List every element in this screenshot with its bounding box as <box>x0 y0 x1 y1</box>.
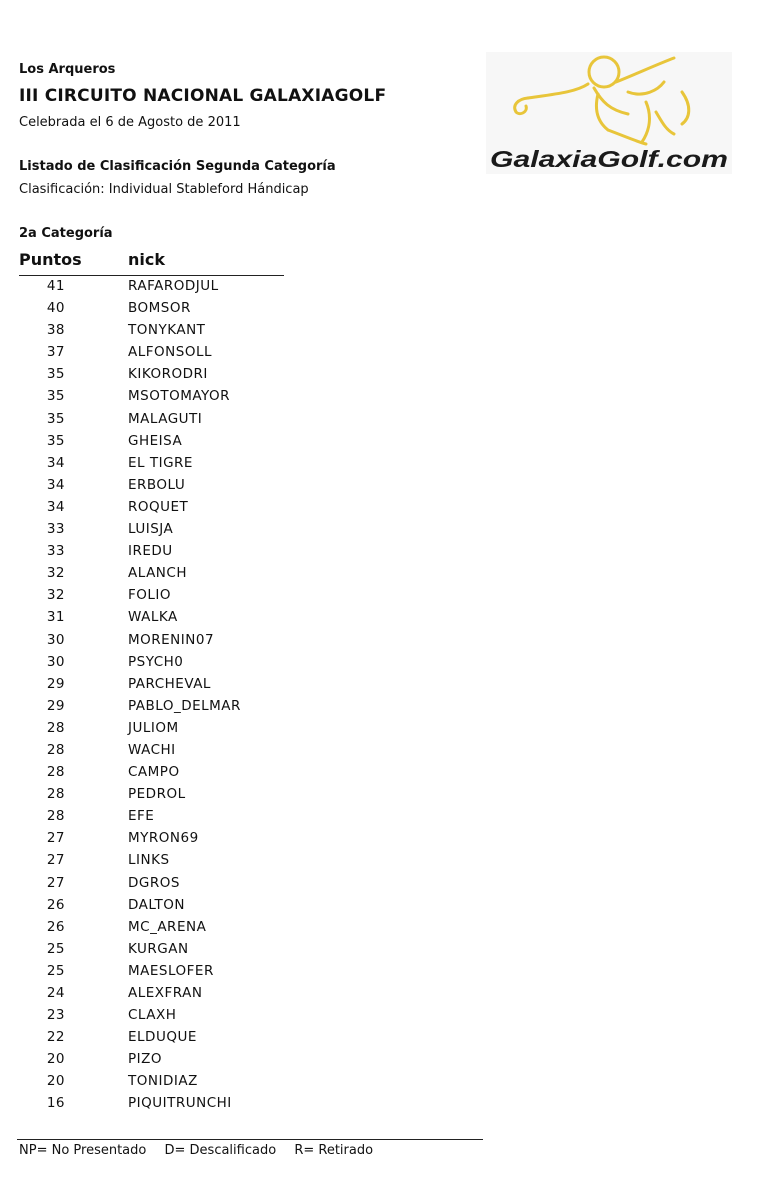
table-row <box>19 982 319 1004</box>
row-points: 33 <box>46 521 65 538</box>
legend <box>19 1143 387 1158</box>
table-row <box>19 695 319 717</box>
tournament-title: III CIRCUITO NACIONAL GALAXIAGOLF <box>19 86 387 106</box>
row-points: 37 <box>46 344 65 361</box>
table-row <box>19 1004 319 1026</box>
table-row <box>19 916 319 938</box>
galaxiagolf-logo <box>486 52 732 174</box>
table-row <box>19 275 319 297</box>
table-row <box>19 960 319 982</box>
table-row <box>19 474 319 496</box>
table-row <box>19 761 319 783</box>
row-nick: GHEISA <box>128 432 183 449</box>
row-points: 30 <box>46 653 65 670</box>
row-nick: MSOTOMAYOR <box>128 388 231 405</box>
row-points: 35 <box>46 410 65 427</box>
row-nick: LUISJA <box>128 521 174 538</box>
row-nick: TONIDIAZ <box>128 1073 198 1090</box>
table-row <box>19 385 319 407</box>
table-row <box>19 849 319 871</box>
results-table-body <box>19 275 319 1115</box>
row-nick: ALEXFRAN <box>128 985 203 1001</box>
table-row <box>19 629 319 651</box>
table-row <box>19 363 319 385</box>
row-nick: MALAGUTI <box>128 410 203 427</box>
table-row <box>19 894 319 916</box>
row-nick: PEDROL <box>128 786 186 803</box>
table-row <box>19 827 319 849</box>
table-row <box>19 1026 319 1048</box>
row-nick: PARCHEVAL <box>128 675 211 692</box>
row-nick: BOMSOR <box>128 300 191 317</box>
table-row <box>19 496 319 518</box>
row-points: 27 <box>46 830 65 847</box>
category-label: 2a Categoría <box>19 226 113 241</box>
table-row <box>19 606 319 628</box>
logo-text: GalaxiaGolf.com <box>490 146 728 172</box>
row-nick: LINKS <box>128 852 170 869</box>
table-row <box>19 1048 319 1070</box>
row-points: 40 <box>46 300 65 317</box>
results-table-header <box>19 249 284 276</box>
row-nick: ERBOLU <box>128 476 186 493</box>
row-points: 25 <box>46 962 65 979</box>
table-row <box>19 518 319 540</box>
row-points: 26 <box>46 918 65 935</box>
column-header-nick: nick <box>128 250 165 269</box>
table-row <box>19 584 319 606</box>
row-points: 20 <box>46 1051 65 1068</box>
table-row <box>19 1070 319 1092</box>
listing-title: Listado de Clasificación Segunda Categoría <box>19 159 336 174</box>
legend-r: R= Retirado <box>294 1143 374 1158</box>
row-nick: KURGAN <box>128 940 189 957</box>
row-points: 35 <box>46 388 65 405</box>
row-points: 24 <box>46 985 65 1001</box>
row-points: 35 <box>46 432 65 449</box>
row-nick: EFE <box>128 808 155 825</box>
legend-np: NP= No Presentado <box>19 1143 147 1158</box>
table-row <box>19 319 319 341</box>
row-nick: KIKORODRI <box>128 366 208 383</box>
row-points: 30 <box>46 631 65 648</box>
row-points: 27 <box>46 874 65 891</box>
row-nick: WACHI <box>128 741 176 758</box>
row-points: 35 <box>46 366 65 383</box>
row-nick: PABLO_DELMAR <box>128 697 241 714</box>
row-nick: IREDU <box>128 543 173 560</box>
row-nick: TONYKANT <box>128 322 206 339</box>
row-nick: EL TIGRE <box>128 454 193 471</box>
row-points: 32 <box>46 565 65 582</box>
row-points: 33 <box>46 543 65 560</box>
row-points: 41 <box>46 278 65 294</box>
row-nick: WALKA <box>128 609 178 626</box>
table-row <box>19 938 319 960</box>
table-row <box>19 297 319 319</box>
row-nick: ALFONSOLL <box>128 344 212 361</box>
row-points: 16 <box>46 1095 65 1112</box>
row-points: 34 <box>46 476 65 493</box>
table-row <box>19 673 319 695</box>
row-points: 28 <box>46 808 65 825</box>
table-row <box>19 872 319 894</box>
table-row <box>19 452 319 474</box>
table-row <box>19 430 319 452</box>
row-nick: ALANCH <box>128 565 187 582</box>
row-nick: PSYCH0 <box>128 653 184 670</box>
row-nick: PIQUITRUNCHI <box>128 1095 232 1112</box>
table-row <box>19 651 319 673</box>
row-points: 23 <box>46 1007 65 1024</box>
row-points: 28 <box>46 786 65 803</box>
legend-d: D= Descalificado <box>164 1143 277 1158</box>
table-row <box>19 540 319 562</box>
row-points: 27 <box>46 852 65 869</box>
row-nick: CAMPO <box>128 764 180 781</box>
row-points: 25 <box>46 940 65 957</box>
row-nick: FOLIO <box>128 587 172 604</box>
row-nick: MC_ARENA <box>128 918 207 935</box>
golfer-logo-icon <box>486 52 732 174</box>
row-nick: ELDUQUE <box>128 1029 197 1046</box>
row-points: 29 <box>46 675 65 692</box>
row-points: 28 <box>46 719 65 736</box>
table-row <box>19 562 319 584</box>
table-row <box>19 341 319 363</box>
row-nick: ROQUET <box>128 498 189 515</box>
row-nick: JULIOM <box>128 719 179 736</box>
table-row <box>19 1092 319 1114</box>
column-header-points: Puntos <box>19 250 82 269</box>
row-points: 38 <box>46 322 65 339</box>
row-nick: MYRON69 <box>128 830 199 847</box>
row-points: 28 <box>46 741 65 758</box>
table-row <box>19 408 319 430</box>
table-row <box>19 805 319 827</box>
row-nick: DALTON <box>128 896 186 913</box>
row-nick: PIZO <box>128 1051 162 1068</box>
row-nick: MAESLOFER <box>128 962 214 979</box>
row-points: 26 <box>46 896 65 913</box>
row-nick: RAFARODJUL <box>128 278 219 294</box>
club-name: Los Arqueros <box>19 62 116 77</box>
row-points: 31 <box>46 609 65 626</box>
row-points: 29 <box>46 697 65 714</box>
table-row <box>19 783 319 805</box>
row-nick: CLAXH <box>128 1007 177 1024</box>
row-points: 34 <box>46 498 65 515</box>
row-points: 34 <box>46 454 65 471</box>
row-nick: DGROS <box>128 874 180 891</box>
classification-type: Clasificación: Individual Stableford Hándicap <box>19 182 309 197</box>
table-row <box>19 739 319 761</box>
table-row <box>19 717 319 739</box>
row-points: 28 <box>46 764 65 781</box>
event-date: Celebrada el 6 de Agosto de 2011 <box>19 115 241 130</box>
footer-divider <box>17 1139 483 1140</box>
row-points: 22 <box>46 1029 65 1046</box>
row-nick: MORENIN07 <box>128 631 215 648</box>
row-points: 32 <box>46 587 65 604</box>
row-points: 20 <box>46 1073 65 1090</box>
